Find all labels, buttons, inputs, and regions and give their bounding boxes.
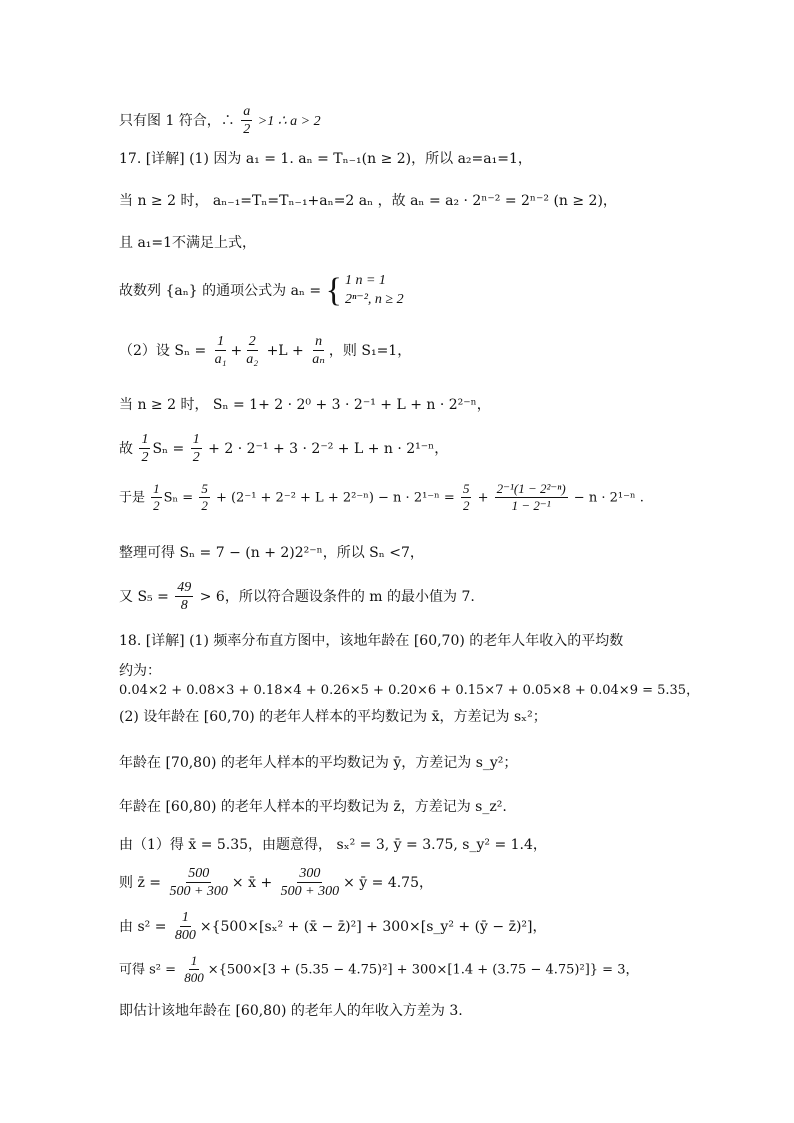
line-17: 年龄在 [60,80) 的老年人样本的平均数记为 z̄，方差记为 s_z². [119,799,507,815]
piecewise: { 1 n = 1 2ⁿ⁻², n ≥ 2 [325,271,404,309]
denominator: 500 + 300 [280,884,340,900]
line-6: （2）设 Sₙ = $\frac{1}{\text{a₁}}$ + $\frac{2}{\text{a₂}}$ +L + $\frac{n}{\text{aₙ}}$ ，则 S₁=1， [119,334,412,368]
numerator: 500 [186,866,211,883]
line-8 [119,432,448,466]
denominator: 2 [243,122,251,138]
line-18: 由（1）得 x̄ = 5.35，由题意得， sₓ² = 3, ȳ = 3.75, s_y² = 1.4， [119,837,547,853]
line-10: 整理可得 Sₙ = 7 − (n + 2)2²⁻ⁿ，所以 Sₙ <7， [119,545,424,561]
line-11 [119,580,475,614]
numerator: 1 [191,432,202,449]
text: + 2 · 2⁻¹ + 3 · 2⁻² + L + n · 2¹⁻ⁿ， [203,440,449,457]
line-22: 即估计该地年龄在 [60,80) 的老年人的年收入方差为 3. [119,1003,463,1019]
text: >1 ∴ a > 2 [254,113,321,129]
text: 则 z̄ = [119,874,166,891]
text: Sₙ = [163,490,198,506]
denominator: 1 − 2⁻¹ [511,498,551,514]
text: × ȳ = 4.75， [343,874,433,891]
numerator: 5 [199,482,210,498]
text: 故 [119,440,138,457]
text: ，则 S₁=1， [328,342,412,359]
denominator: 500 + 300 [169,884,228,900]
numerator: 1 [215,334,226,351]
line-14: 0.04×2 + 0.08×3 + 0.18×4 + 0.26×5 + 0.20×6 + 0.15×7 + 0.05×8 + 0.04×9 = 5.35， [119,683,700,698]
line-9 [119,482,644,514]
denominator: 2 [462,498,470,514]
text: 故数列 {aₙ} 的通项公式为 aₙ = [119,282,326,299]
denominator: 8 [180,598,188,614]
numerator: 2⁻¹(1 − 2²⁻ⁿ) [495,482,568,498]
line-15: (2) 设年龄在 [60,70) 的老年人样本的平均数记为 x̄，方差记为 sₓ²； [119,709,547,725]
text: 只有图 1 符合，∴ [119,112,240,129]
numerator: a [241,104,252,121]
denominator: aₙ [312,352,325,368]
numerator: 1 [151,482,162,498]
case-1: 1 n = 1 [344,273,386,288]
denominator: 800 [174,928,196,944]
line-1 [119,104,321,138]
line-21 [119,954,638,986]
denominator: 2 [141,450,149,466]
text: 于是 [119,490,150,506]
line-12: 18. [详解] (1) 频率分布直方图中，该地年龄在 [60,70) 的老年人年收入的平均数 [119,633,624,649]
text: > 6，所以符合题设条件的 m 的最小值为 7. [195,588,475,605]
numerator: 1 [189,954,200,970]
line-5 [119,272,404,310]
numerator: 2 [247,334,258,351]
text: 又 S₅ = [119,588,174,605]
line-16: 年龄在 [70,80) 的老年人样本的平均数记为 ȳ，方差记为 s_y²； [119,755,518,771]
denominator: 800 [184,970,204,986]
text: （2）设 Sₙ = [119,342,211,359]
line-7: 当 n ≥ 2 时， Sₙ = 1+ 2 · 2⁰ + 3 · 2⁻¹ + L + n · 2²⁻ⁿ， [119,397,491,413]
text: × x̄ + [231,874,277,891]
numerator: 300 [297,866,322,883]
case-2: 2ⁿ⁻², n ≥ 2 [344,291,404,307]
text: +L + [262,342,309,359]
text: Sₙ = [152,440,189,457]
text: − n · 2¹⁻ⁿ . [569,490,644,506]
numerator: 49 [175,580,193,597]
line-4: 且 a₁=1不满足上式， [119,235,257,251]
line-2: 17. [详解] (1) 因为 a₁ = 1. aₙ = Tₙ₋₁(n ≥ 2)，所以 a₂=a₁=1， [119,151,532,167]
numerator: n [313,334,324,351]
denominator: 2 [153,498,160,514]
numerator: 5 [461,482,472,498]
denominator: a₁ [214,352,227,368]
text: ×{500×[3 + (5.35 − 4.75)²] + 300×[1.4 + (3.75 − 4.75)²]} = 3， [207,962,639,978]
text: 由 s² = [119,918,171,935]
denominator: 2 [192,450,200,466]
line-19 [119,866,433,900]
text: 可得 s² = [119,962,181,978]
denominator: a₂ [246,352,259,368]
numerator: 1 [180,910,191,927]
text: + [473,490,493,506]
line-3: 当 n ≥ 2 时， aₙ₋₁=Tₙ=Tₙ₋₁+aₙ=2 aₙ ，故 aₙ = a₂ · 2ⁿ⁻² = 2ⁿ⁻² (n ≥ 2)， [119,193,617,209]
denominator: 2 [201,498,208,514]
line-13: 约为： [119,663,161,679]
text: ×{500×[sₓ² + (x̄ − z̄)²] + 300×[s_y² + (ȳ − z̄)²]， [199,918,547,935]
numerator: 1 [139,432,150,449]
text: + (2⁻¹ + 2⁻² + L + 2²⁻ⁿ) − n · 2¹⁻ⁿ = [211,490,459,506]
line-20 [119,910,547,944]
